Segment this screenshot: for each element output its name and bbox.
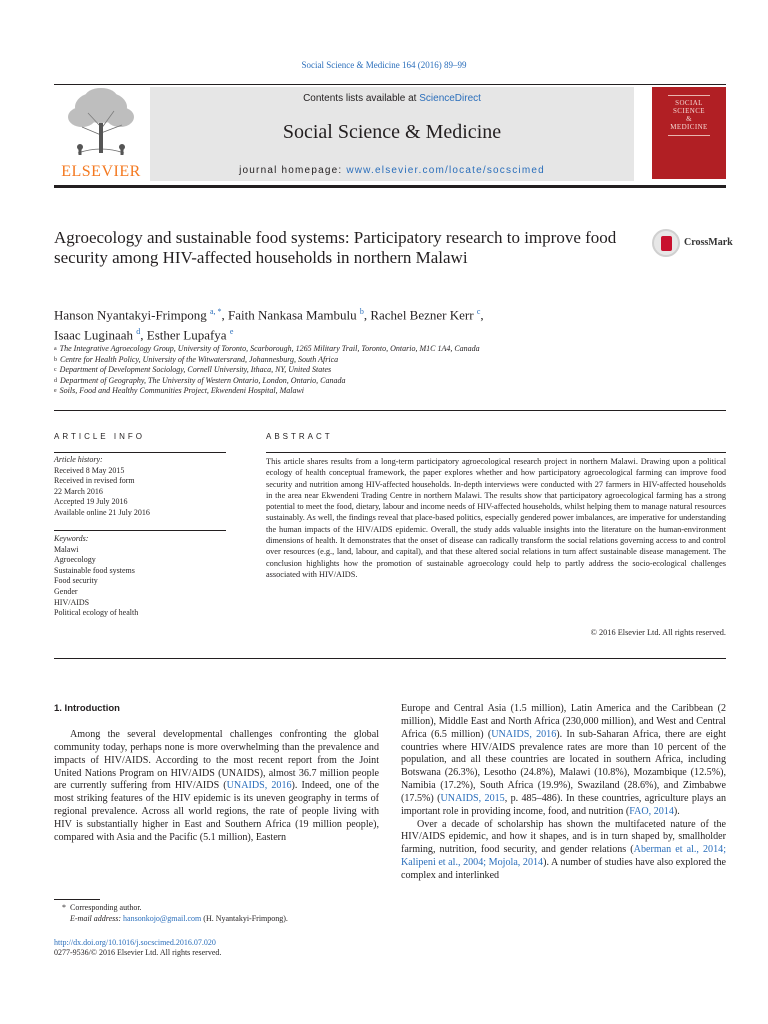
article-title: Agroecology and sustainable food systems: Participatory research to improve food security among HIV-affected households in northern Malawi — [54, 228, 617, 267]
email-link[interactable]: hansonkojo@gmail.com — [123, 913, 202, 923]
elsevier-tree-icon — [58, 87, 144, 155]
affiliation: $^c$ Department of Development Sociology, Cornell University, Ithaca, NY, United States — [54, 365, 332, 375]
article-history: Article history: Received 8 May 2015 Received in revised form 22 March 2016 Accepted 19 July 2016 Available online 21 July 2016 — [54, 455, 150, 517]
abstract-copyright: © 2016 Elsevier Ltd. All rights reserved. — [590, 628, 726, 637]
keyword: Food security — [54, 576, 98, 586]
journal-banner — [150, 87, 634, 181]
body-paragraph: Europe and Central Asia (1.5 million), Latin America and the Caribbean (2 million), Middle East and North Africa (230,000 million), and West and Central Africa (6.5 million) (UNAIDS, 2016). In sub-Saharan Africa, there are eight countries where HIV/AIDS prevalence rates are more than 10 percent of the population, and all these countries are located in southern Africa, including Botswana (26.3%), Lesotho (24.8%), Malawi (10.8%), Mozambique (12.5%), Namibia (17.2%), South Africa (19.9%), Swaziland (28.6%), and Zimbabwe (17.5%) (UNAIDS, 2015, p. 485–486). In these countries, agriculture plays an important role in providing income, food, and nutrition (FAO, 2014). — [401, 703, 727, 817]
author-name[interactable]: Faith Nankasa Mambulu — [228, 307, 357, 323]
keyword: Gender — [54, 586, 78, 596]
keyword: Agroecology — [54, 555, 96, 565]
citation-link[interactable]: UNAIDS, 2016 — [226, 780, 292, 792]
footnote — [62, 903, 382, 924]
crossmark-label: CrossMark — [684, 237, 733, 248]
journal-homepage-link[interactable]: www.elsevier.com/locate/socscimed — [346, 165, 545, 176]
corresponding-author-note: * Corresponding author. — [62, 903, 142, 912]
doi-link[interactable]: http://dx.doi.org/10.1016/j.socscimed.2016.07.020 — [54, 938, 216, 947]
article-info-rule — [54, 452, 226, 453]
author-name[interactable]: Rachel Bezner Kerr — [370, 307, 474, 323]
author-affiliation-link[interactable]: a, * — [209, 307, 222, 316]
affiliation: $^e$ Soils, Food and Healthy Communities Project, Ekwendeni Hospital, Malawi — [54, 386, 305, 396]
issn-line: 0277-9536/© 2016 Elsevier Ltd. All rights reserved. — [54, 948, 222, 957]
affiliation: $^b$ Centre for Health Policy, University of the Witwatersrand, Johannesburg, South Africa — [54, 354, 339, 364]
author-affiliation-link[interactable]: d — [136, 327, 141, 337]
banner-bottom-rule — [54, 185, 726, 188]
journal-title: Social Science & Medicine — [282, 121, 502, 143]
footnote-rule — [54, 899, 100, 900]
affiliation: $^a$ The Integrative Agroecology Group, University of Toronto, Scarborough, 1265 Military Trail, Toronto, Ontario, M1C 1A4, Canada — [54, 344, 480, 353]
keyword: HIV/AIDS — [54, 597, 90, 607]
affiliation-list — [54, 344, 714, 397]
header-rule — [54, 84, 726, 85]
keyword: Sustainable food systems — [54, 565, 135, 575]
front-matter-end-rule — [54, 658, 726, 659]
body-paragraph: Among the several developmental challenges confronting the global community today, perhaps none is more overwhelming than the prevalence and impacts of HIV/AIDS. According to the most recent report from the Joint United Nations Program on HIV/AIDS (UNAIDS), almost 36.7 million people are currently suffering from HIV/AIDS (UNAIDS, 2016). Indeed, one of the most striking features of the HIV epidemic is its uneven geography in terms of regional prevalence. Across all world regions, the rate of people living with HIV is substantially higher in East and Southern Africa (19 million people), compared with Asia and the Pacific (5.1 million), Eastern — [54, 729, 379, 843]
abstract-rule — [266, 452, 726, 453]
section-heading-introduction: 1. Introduction — [54, 703, 120, 714]
author-list: Hanson Nyantakyi-Frimpong $^{a, *}$, Faith Nankasa Mambulu $^b$, Rachel Bezner Kerr $^c$, Isaac Luginaah $^d$, Esther Lupafya $^e$ — [54, 307, 484, 343]
crossmark-badge[interactable] — [652, 229, 732, 259]
affiliation: $^d$ Department of Geography, The University of Western Ontario, London, Ontario, Canada — [54, 375, 346, 385]
author-name[interactable]: Isaac Luginaah — [54, 327, 134, 343]
body-column-left — [54, 729, 379, 845]
abstract-text: This article shares results from a long-term participatory agroecological research project in northern Malawi. Drawing upon a political ecology of health conceptual framework, the paper explores whether and how participatory agroecological farming can improve food security and nutrition among HIV-affected households. In-depth interviews were conducted with 27 farmers in HIV-affected households in the area near Ekwendeni Trading Centre in northern Malawi. The results show that participatory agroecological farming has a strong potential to meet the food, dietary, labour and income needs of HIV-affected households, whilst helping them to manage natural resources sustainably. As well, the findings reveal that place-based politics, especially gendered power imbalances, are imperative for understanding the human impacts of the HIV/AIDS epidemic. Overall, the study adds valuable insights into the literature on the human-environment dimensions of health. It demonstrates that the onset of disease can radically transform the social relations governing access to and control over resources (e.g., land, labour, and capital), and that these altered social relations in turn affect sustainable disease management. The conclusion highlights how the promotion of sustainable agroecology could help to partly address the socio-ecological challenges associated with HIV/AIDS. — [266, 457, 726, 579]
body-paragraph: Over a decade of scholarship has shown the multifaceted nature of the HIV/AIDS epidemic, and how it shapes, and is in turn shaped by, smallholder farming, nutrition, food security, and gender relations (Aberman et al., 2014; Kalipeni et al., 2004; Mojola, 2014). A number of studies have also explored the complex and interlinked — [401, 818, 726, 881]
sciencedirect-link[interactable]: ScienceDirect — [419, 93, 481, 104]
author-name[interactable]: Esther Lupafya — [146, 327, 227, 343]
journal-citation-link[interactable]: Social Science & Medicine 164 (2016) 89–99 — [301, 60, 467, 70]
author-name[interactable]: Hanson Nyantakyi-Frimpong — [54, 307, 207, 323]
author-affiliation-link[interactable]: c — [476, 307, 481, 316]
abstract-heading: ABSTRACT — [266, 432, 333, 441]
elsevier-wordmark: ELSEVIER — [61, 163, 141, 180]
article-info-heading: ARTICLE INFO — [54, 432, 145, 441]
citation-link[interactable]: Aberman et al., 2014; Kalipeni et al., 2004; Mojola, 2014 — [401, 844, 726, 869]
keyword: Political ecology of health — [54, 608, 139, 618]
journal-homepage-line: journal homepage: www.elsevier.com/locate/socscimed — [239, 165, 545, 176]
body-column-right — [401, 703, 726, 883]
section-rule — [54, 410, 726, 411]
keyword: Malawi — [54, 544, 79, 554]
keywords-rule — [54, 530, 226, 531]
contents-line: Contents lists available at ScienceDirect — [303, 93, 481, 104]
citation-link[interactable]: UNAIDS, 2015 — [440, 792, 505, 804]
keywords-list: Keywords: Malawi Agroecology Sustainable food systems Food security Gender HIV/AIDS Political ecology of health — [54, 534, 226, 619]
author-affiliation-link[interactable]: b — [359, 307, 364, 316]
cover-rule — [668, 135, 710, 136]
journal-cover-thumbnail[interactable] — [652, 87, 726, 179]
cover-title: SOCIAL SCIENCE & MEDICINE — [670, 99, 708, 131]
author-affiliation-link[interactable]: e — [229, 327, 234, 337]
email-note: E-mail address: hansonkojo@gmail.com (H. Nyantakyi-Frimpong). — [70, 913, 288, 923]
citation-link[interactable]: UNAIDS, 2016 — [491, 728, 557, 740]
elsevier-logo[interactable] — [54, 87, 148, 181]
doi-block — [54, 938, 374, 958]
citation-link[interactable]: FAO, 2014 — [629, 805, 674, 817]
crossmark-icon — [652, 229, 680, 257]
cover-rule — [668, 95, 710, 96]
